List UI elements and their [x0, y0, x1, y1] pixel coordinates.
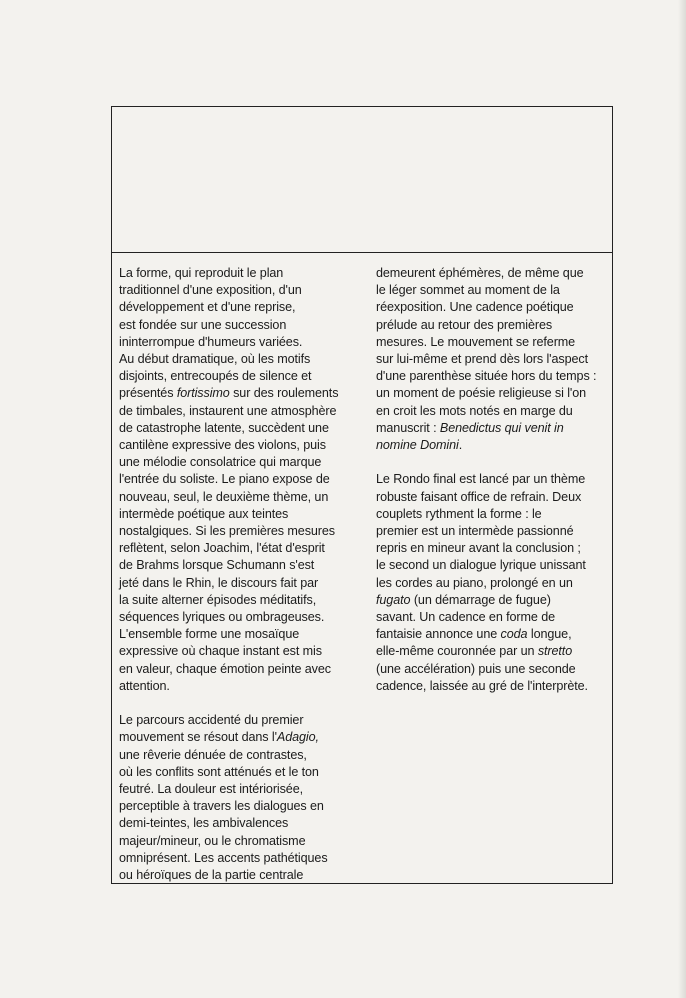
- text-run: réexposition. Une cadence poétique: [376, 300, 574, 315]
- text-line: [119, 403, 359, 420]
- text-run: premier est un intermède passionné: [376, 524, 574, 539]
- text-run: elle-même couronnée par un: [376, 644, 538, 659]
- text-line: [376, 523, 612, 540]
- text-run: demeurent éphémères, de même que: [376, 266, 584, 280]
- text-run: une rêverie dénuée de contrastes,: [119, 747, 307, 762]
- text-line: [119, 678, 359, 695]
- text-run: Le Rondo final est lancé par un thème: [376, 472, 586, 487]
- text-run: présentés: [119, 386, 177, 401]
- text-run: mesures. Le mouvement se referme: [376, 334, 576, 349]
- text-line: [119, 609, 359, 626]
- text-run: sur des roulements: [229, 386, 339, 401]
- text-run: sur lui-même et prend dès lors l'aspect: [376, 352, 588, 367]
- text-line: [119, 299, 359, 316]
- text-line: [119, 592, 359, 609]
- italic-run: nomine Domini: [376, 438, 459, 453]
- text-line: [376, 420, 612, 437]
- text-run: Au début dramatique, où les motifs: [119, 352, 311, 367]
- text-line: [376, 403, 612, 420]
- text-line: [119, 334, 359, 351]
- text-run: la suite alterner épisodes méditatifs,: [119, 592, 317, 607]
- text-line: [119, 523, 359, 540]
- text-run: expressive où chaque instant est mis: [119, 644, 322, 659]
- paragraph: [376, 471, 612, 695]
- text-run: ou héroïques de la partie centrale: [119, 868, 304, 883]
- text-line: [119, 454, 359, 471]
- text-run: une mélodie consolatrice qui marque: [119, 455, 322, 470]
- italic-run: Benedictus qui venit in: [439, 420, 564, 435]
- text-line: [119, 626, 359, 643]
- text-run: nouveau, seul, le deuxième thème, un: [119, 489, 329, 504]
- text-line: [119, 575, 359, 592]
- text-run: fantaisie annonce une: [376, 627, 501, 642]
- empty-header-box: [112, 107, 612, 253]
- text-line: [376, 385, 612, 402]
- text-run: jeté dans le Rhin, le discours fait par: [119, 575, 319, 590]
- text-run: disjoints, entrecoupés de silence et: [119, 369, 312, 384]
- text-run: demi-teintes, les ambivalences: [119, 816, 289, 831]
- text-run: (un démarrage de fugue): [410, 592, 551, 607]
- italic-run: Adagio,: [276, 730, 319, 745]
- text-run: un moment de poésie religieuse si l'on: [376, 386, 587, 401]
- text-line: [119, 815, 359, 832]
- text-run: développement et d'une reprise,: [119, 300, 296, 315]
- text-line: [376, 334, 612, 351]
- italic-run: stretto: [537, 644, 573, 659]
- text-line: [119, 317, 359, 334]
- text-line: [119, 850, 359, 867]
- text-run: cantilène expressive des violons, puis: [119, 438, 326, 453]
- text-run: ininterrompue d'humeurs variées.: [119, 334, 303, 349]
- text-line: [376, 643, 612, 660]
- text-line: [376, 592, 612, 609]
- text-line: [376, 626, 612, 643]
- text-run: de catastrophe latente, succèdent une: [119, 420, 329, 435]
- text-line: [119, 351, 359, 368]
- paragraph: [376, 265, 612, 454]
- text-line: [119, 661, 359, 678]
- text-line: [119, 798, 359, 815]
- text-run: majeur/mineur, ou le chromatisme: [119, 833, 306, 848]
- text-line: [119, 385, 359, 402]
- text-line: [376, 489, 612, 506]
- italic-run: coda: [500, 627, 528, 642]
- text-run: en croit les mots notés en marge du: [376, 403, 573, 418]
- text-run: d'une parenthèse située hors du temps :: [376, 369, 597, 384]
- text-run: .: [458, 438, 463, 453]
- text-run: omniprésent. Les accents pathétiques: [119, 850, 328, 865]
- text-run: robuste faisant office de refrain. Deux: [376, 489, 582, 504]
- text-run: intermède poétique aux teintes: [119, 506, 289, 521]
- left-column: [119, 265, 359, 901]
- text-line: [119, 643, 359, 660]
- right-column: [376, 265, 612, 712]
- text-run: attention.: [119, 678, 170, 693]
- text-run: La forme, qui reproduit le plan: [119, 266, 284, 280]
- text-line: [376, 368, 612, 385]
- text-line: [119, 764, 359, 781]
- text-line: [119, 437, 359, 454]
- text-run: savant. Un cadence en forme de: [376, 610, 556, 625]
- text-frame: [111, 106, 613, 884]
- text-line: [119, 265, 359, 282]
- text-line: [376, 609, 612, 626]
- text-line: [119, 368, 359, 385]
- text-run: mouvement se résout dans l': [119, 730, 277, 745]
- text-run: manuscrit :: [376, 420, 440, 435]
- text-run: feutré. La douleur est intériorisée,: [119, 782, 304, 797]
- text-run: les cordes au piano, prolongé en un: [376, 575, 573, 590]
- text-run: nostalgiques. Si les premières mesures: [119, 524, 335, 539]
- italic-run: fugato: [376, 592, 411, 607]
- text-run: séquences lyriques ou ombrageuses.: [119, 610, 325, 625]
- text-run: prélude au retour des premières: [376, 317, 553, 332]
- text-run: Le parcours accidenté du premier: [119, 713, 304, 728]
- text-line: [119, 489, 359, 506]
- text-line: [119, 506, 359, 523]
- paragraph: [119, 712, 359, 884]
- text-run: est fondée sur une succession: [119, 317, 287, 332]
- text-run: de Brahms lorsque Schumann s'est: [119, 558, 315, 573]
- text-run: traditionnel d'une exposition, d'un: [119, 283, 302, 298]
- text-line: [376, 282, 612, 299]
- text-line: [376, 506, 612, 523]
- text-line: [376, 540, 612, 557]
- text-run: l'entrée du soliste. Le piano expose de: [119, 472, 330, 487]
- text-run: en valeur, chaque émotion peinte avec: [119, 661, 331, 676]
- text-line: [376, 557, 612, 574]
- text-line: [119, 833, 359, 850]
- text-run: repris en mineur avant la conclusion ;: [376, 541, 581, 556]
- text-line: [119, 471, 359, 488]
- text-line: [119, 729, 359, 746]
- text-run: (une accélération) puis une seconde: [376, 661, 576, 676]
- text-run: cadence, laissée au gré de l'interprète.: [376, 678, 588, 693]
- text-line: [119, 781, 359, 798]
- text-run: couplets rythment la forme : le: [376, 506, 542, 521]
- text-run: reflètent, selon Joachim, l'état d'esprit: [119, 541, 325, 556]
- text-line: [119, 747, 359, 764]
- text-run: perceptible à travers les dialogues en: [119, 799, 324, 814]
- text-line: [376, 678, 612, 695]
- text-line: [376, 471, 612, 488]
- text-run: le second un dialogue lyrique unissant: [376, 558, 586, 573]
- text-run: de timbales, instaurent une atmosphère: [119, 403, 337, 418]
- text-run: où les conflits sont atténués et le ton: [119, 764, 319, 779]
- italic-run: fortissimo: [176, 386, 230, 401]
- text-line: [119, 420, 359, 437]
- text-line: [376, 299, 612, 316]
- text-line: [376, 661, 612, 678]
- text-line: [119, 557, 359, 574]
- text-line: [119, 712, 359, 729]
- paragraph: [119, 265, 359, 695]
- text-run: longue,: [527, 627, 572, 642]
- text-run: le léger sommet au moment de la: [376, 283, 560, 298]
- text-run: L'ensemble forme une mosaïque: [119, 627, 300, 642]
- text-line: [376, 351, 612, 368]
- text-line: [119, 540, 359, 557]
- text-line: [376, 317, 612, 334]
- text-line: [376, 575, 612, 592]
- text-line: [119, 867, 359, 884]
- text-line: [376, 437, 612, 454]
- text-line: [119, 282, 359, 299]
- text-line: [376, 265, 612, 282]
- page-edge: [678, 0, 686, 998]
